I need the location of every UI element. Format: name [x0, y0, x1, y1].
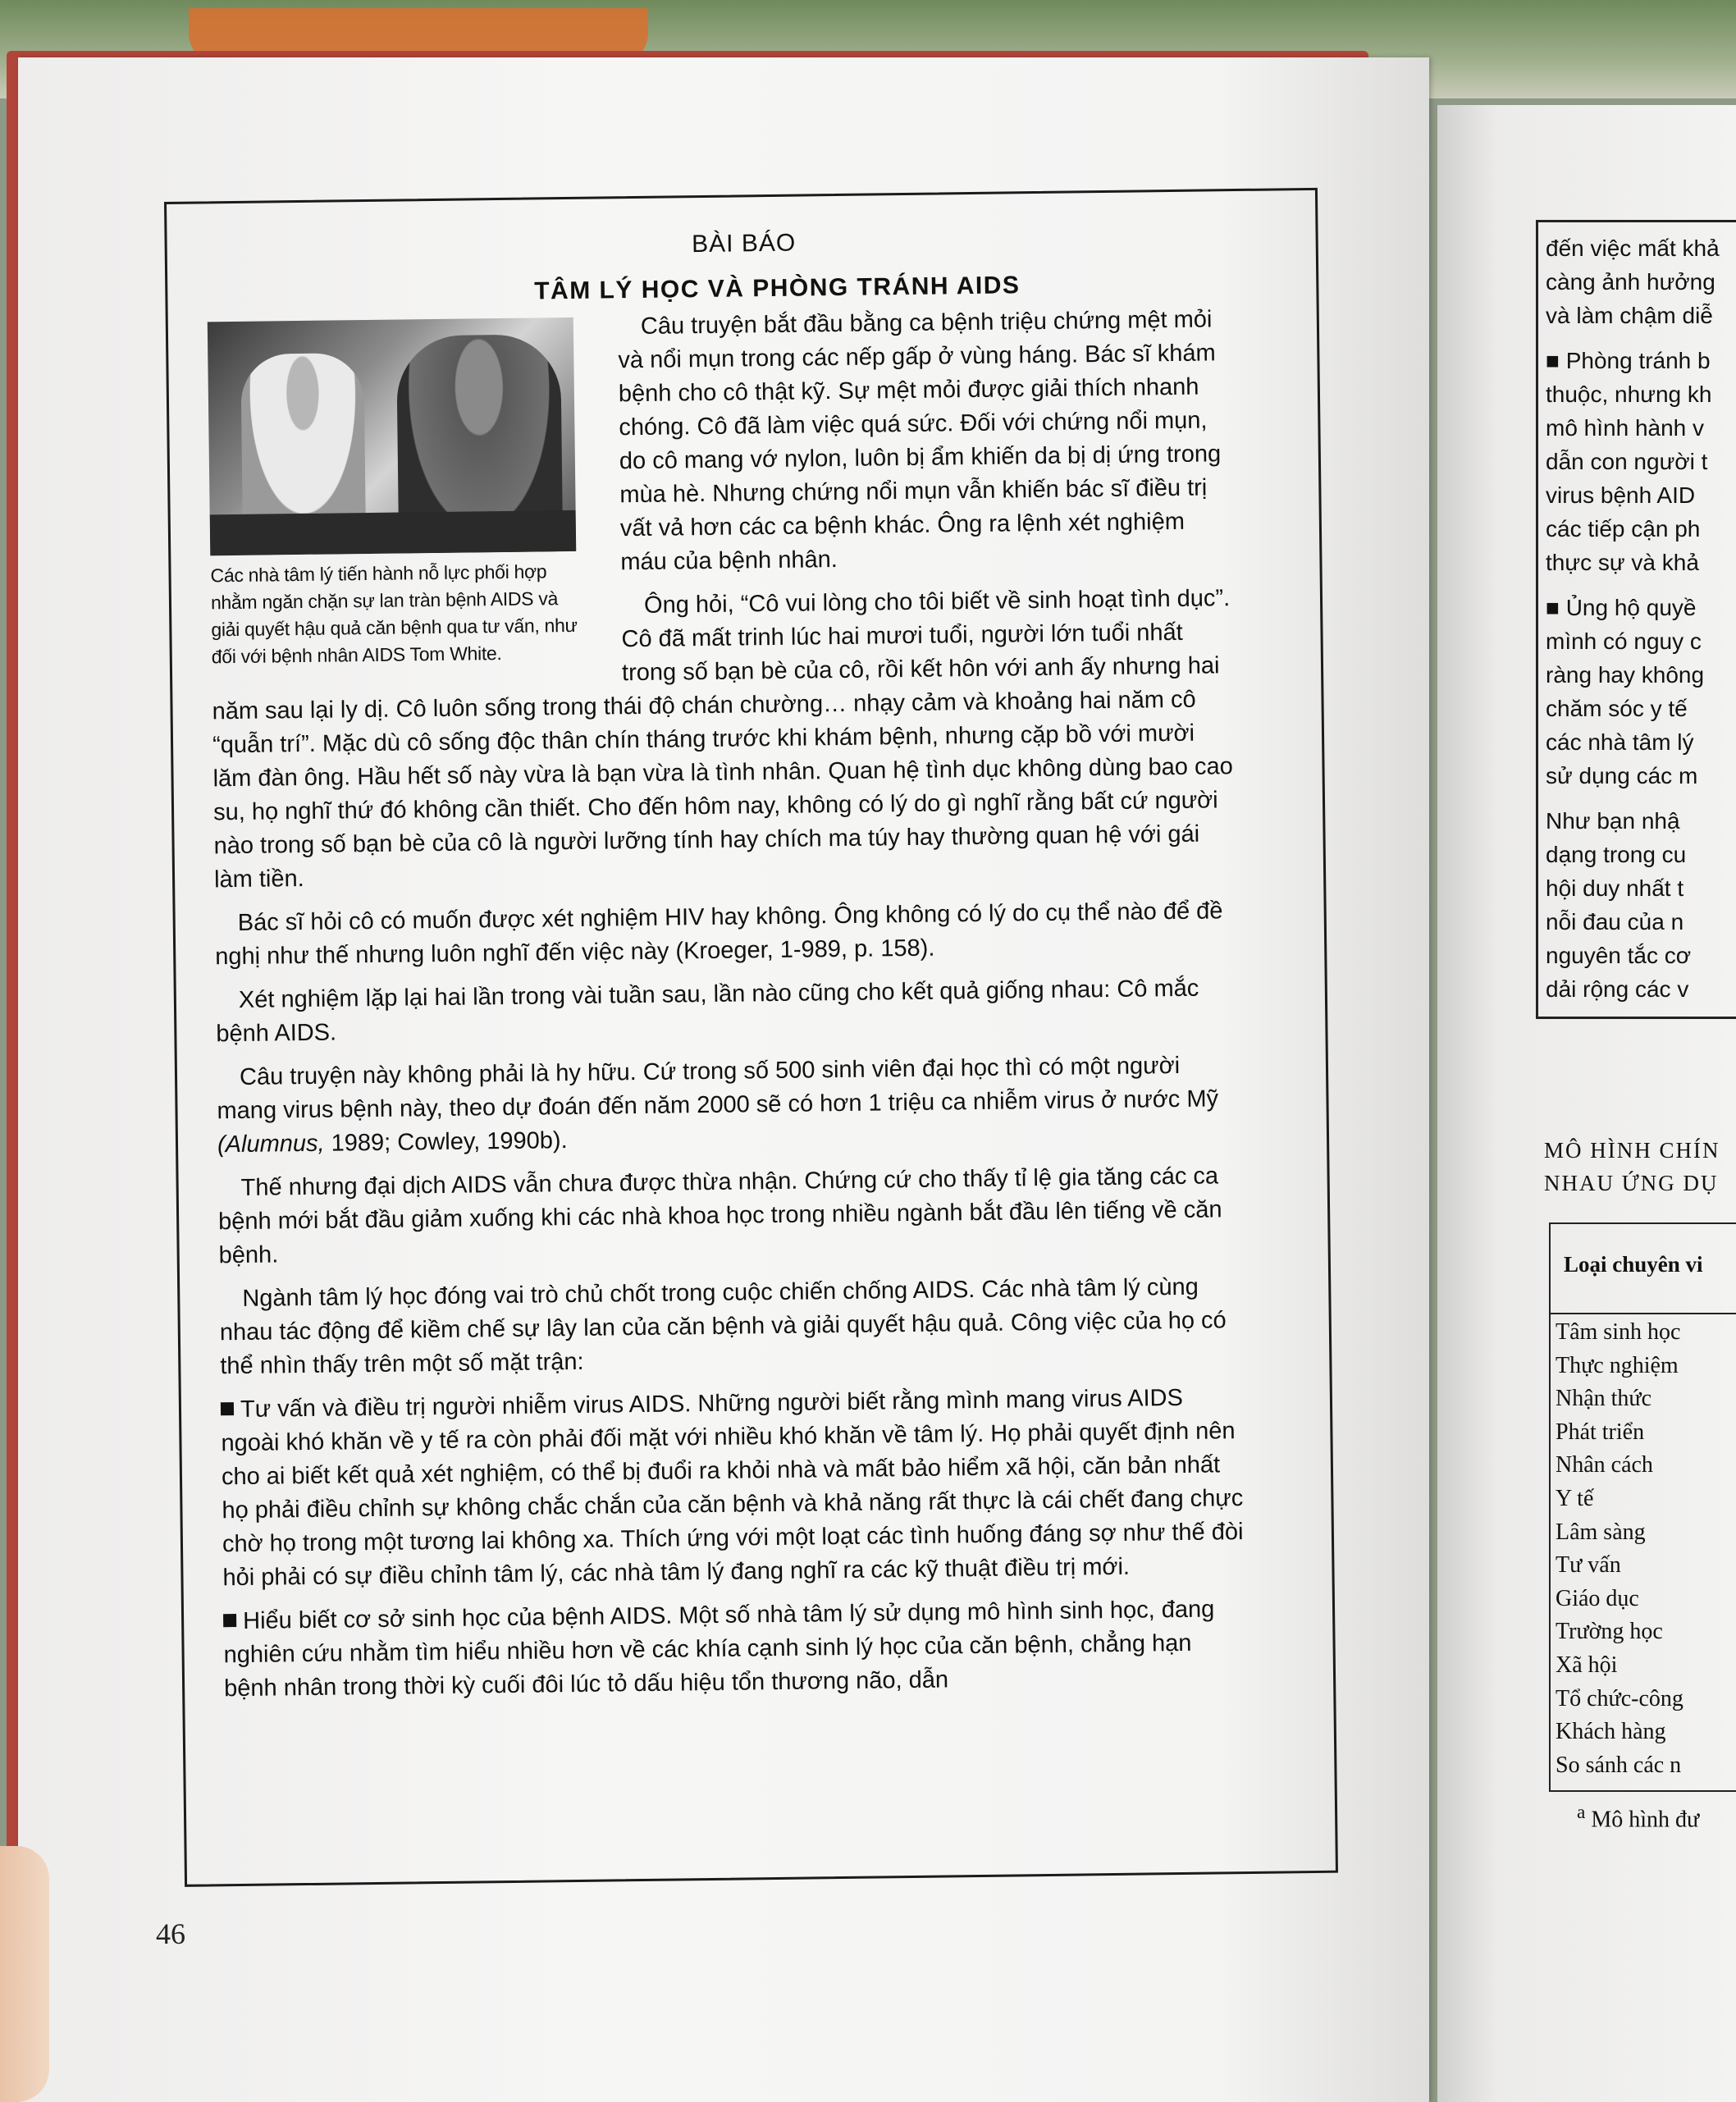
page-number: 46: [156, 1917, 185, 1950]
photo-caption: Các nhà tâm lý tiến hành nỗ lực phối hợp nhằm ngăn chặn sự lan tràn bệnh AIDS và giải quyết hậu quả căn bệnh qua tư vấn, như đối với bệnh nhân AIDS Tom White.: [210, 560, 578, 668]
table-row: Giáo dục: [1556, 1585, 1639, 1611]
table-row: Tổ chức-công: [1556, 1685, 1683, 1711]
bullet-item: [221, 1381, 1249, 1595]
article-paragraph: Ông hỏi, “Cô vui lòng cho tôi biết về sinh hoạt tình dục”. Cô đã mất trinh lúc hai mươi tuổi, người lớn tuổi nhất trong số bạn bè của cô, rồi kết hôn với anh ấy nhưng hai năm sau lại ly dị. Cô luôn sống trong thái độ chán chường… nhạy cảm và khoảng hai năm cô “quẫn trí”. Mặc dù cô sống độc thân chín tháng trước khi khám bệnh, nhưng cặp bồ với mười lăm đàn ông. Hầu hết số này vừa là bạn vừa là tình nhân. Quan hệ tình dục không dùng bao cao su, họ nghĩ thứ đó không cần thiết. Cho đến hôm nay, không có lý do gì nghĩ rằng bất cứ người nào trong số bạn bè của cô là người lưỡng tính hay chích ma túy hay thường quan hệ với gái làm tiền.: [212, 585, 1233, 893]
right-line: thuộc, nhưng kh: [1546, 382, 1712, 407]
right-line: nỗi đau của n: [1546, 909, 1684, 934]
right-heading-line: NHAU ỨNG DỤ: [1544, 1171, 1719, 1195]
right-line: càng ảnh hưởng: [1546, 269, 1715, 295]
citation-italic: (Alumnus,: [217, 1130, 325, 1158]
right-heading-line: MÔ HÌNH CHÍN: [1544, 1138, 1720, 1163]
bullet-text: Hiểu biết cơ sở sinh học của bệnh AIDS. Một số nhà tâm lý sử dụng mô hình sinh học, đang nghiên cứu nhằm tìm hiểu nhiều hơn về các khía cạnh sinh lý học của căn bệnh, chẳng hạn bệnh nhân trong thời kỳ cuối đôi lúc tỏ dấu hiệu tổn thương não, dẫn: [223, 1596, 1215, 1702]
table-row: Lâm sàng: [1556, 1519, 1646, 1545]
right-line-gap: [1546, 332, 1736, 344]
right-line: Như bạn nhậ: [1546, 808, 1680, 834]
article-box: [164, 188, 1338, 1887]
table-row: Phát triển: [1556, 1419, 1645, 1445]
photo-person-left: [240, 353, 366, 535]
paragraph-text: Câu truyện này không phải là hy hữu. Cứ trong số 500 sinh viên đại học thì có một người mang virus bệnh này, theo dự đoán đến năm 2000 sẽ có hơn 1 triệu ca nhiễm virus ở nước Mỹ: [217, 1052, 1219, 1125]
bullet-square-icon: [223, 1614, 236, 1627]
right-table-header: Loại chuyên vi: [1564, 1252, 1703, 1277]
right-line: các nhà tâm lý: [1546, 729, 1694, 755]
right-line: đến việc mất khả: [1546, 235, 1720, 261]
right-line: ràng hay không: [1546, 662, 1705, 688]
article-paragraph: Xét nghiệm lặp lại hai lần trong vài tuần sau, lần nào cũng cho kết quả giống nhau: Cô mắc bệnh AIDS.: [216, 975, 1199, 1048]
right-table-rows: [1556, 1316, 1736, 1782]
right-line: dải rộng các v: [1546, 976, 1689, 1002]
table-row: Xã hội: [1556, 1652, 1618, 1678]
right-line: mình có nguy c: [1546, 628, 1702, 654]
right-line: dẫn con người t: [1546, 449, 1708, 474]
right-line: hội duy nhất t: [1546, 875, 1684, 901]
article-paragraph: Bác sĩ hỏi cô có muốn được xét nghiệm HIV hay không. Ông không có lý do cụ thể nào để đề nghị như thế nhưng luôn nghĩ đến việc này (Kroeger, 1-989, p. 158).: [215, 898, 1223, 971]
table-row: Y tế: [1556, 1485, 1594, 1511]
footnote-marker: a: [1577, 1802, 1586, 1823]
table-row: Thực nghiệm: [1556, 1352, 1679, 1378]
right-line: các tiếp cận ph: [1546, 516, 1701, 541]
article-paragraph: [217, 1049, 1243, 1162]
right-line: dạng trong cu: [1546, 842, 1687, 867]
table-row: Tư vấn: [1556, 1552, 1621, 1579]
article-paragraph: Ngành tâm lý học đóng vai trò chủ chốt trong cuộc chiến chống AIDS. Các nhà tâm lý cùng nhau tác động để kiềm chế sự lây lan của căn bệnh và giải quyết hậu quả. Công việc của họ có thể nhìn thấy trên một số mặt trận:: [219, 1273, 1227, 1380]
table-row: Trường học: [1556, 1619, 1663, 1645]
right-line: sử dụng các m: [1546, 763, 1698, 788]
bullet-square-icon: [221, 1402, 234, 1415]
article-photo: [208, 318, 576, 555]
right-line: virus bệnh AID: [1546, 482, 1696, 508]
bullet-text: Tư vấn và điều trị người nhiễm virus AIDS. Những người biết rằng mình mang virus AIDS ngoài khó khăn về y tế ra còn phải đối mặt với nhiều khó khăn về tâm lý. Họ phải quyết định nên cho ai biết kết quả xét nghiệm, có thể bị đuổi ra khỏi nhà và mất bảo hiểm xã hội, căn bản nhất họ phải điều chỉnh sự không chắc chắn của căn bệnh và khả năng rất thực là cái chết đang chực chờ họ trong một tương lai không xa. Thích ứng với một loạt các tình huống đáng sợ như thế đòi hỏi phải có sự điều chỉnh tâm lý, các nhà tâm lý đang nghĩ ra các kỹ thuật điều trị mới.: [221, 1384, 1244, 1592]
table-row: So sánh các n: [1556, 1752, 1682, 1778]
right-table-rule: [1549, 1313, 1736, 1314]
right-line: chăm sóc y tế: [1546, 696, 1688, 721]
right-line: ■ Ủng hộ quyề: [1546, 595, 1697, 620]
right-section-heading: [1544, 1134, 1736, 1200]
right-line-gap: [1546, 579, 1736, 591]
right-line: nguyên tắc cơ: [1546, 943, 1692, 968]
bullet-item: [223, 1592, 1249, 1706]
table-row: Tâm sinh học: [1556, 1319, 1681, 1345]
article-paragraph: Câu truyện bắt đầu bằng ca bệnh triệu chứng mệt mỏi và nổi mụn trong các nếp gấp ở vùng háng. Bác sĩ khám bệnh cho cô thật kỹ. Sự mệt mỏi được giải thích nhanh chóng. Cô đã làm việc quá sức. Đối với chứng nổi mụn, do cô mang vớ nylon, luôn bị ẩm khiến da bị dị ứng trong mùa hè. Nhưng chứng nổi mụn vẫn khiến bác sĩ điều trị vất vả hơn các ca bệnh khác. Ông ra lệnh xét nghiệm máu của bệnh nhân.: [618, 306, 1222, 576]
table-row: Nhận thức: [1556, 1386, 1652, 1412]
photo-block: [208, 318, 581, 670]
hand: [0, 1846, 49, 2102]
article-headline: TÂM LÝ HỌC VÀ PHÒNG TRÁNH AIDS: [534, 272, 1021, 305]
table-row: Khách hàng: [1556, 1719, 1666, 1745]
right-line: ■ Phòng tránh b: [1546, 348, 1711, 373]
right-line: và làm chậm diễ: [1546, 303, 1713, 328]
article-kicker: BÀI BÁO: [691, 229, 797, 258]
right-line-gap: [1546, 793, 1736, 804]
article-content: [206, 221, 1251, 1849]
right-line: mô hình hành v: [1546, 415, 1705, 441]
article-paragraph: Thế nhưng đại dịch AIDS vẫn chưa được thừa nhận. Chứng cứ cho thấy tỉ lệ gia tăng các ca bệnh mới bắt đầu giảm xuống khi các nhà khoa học trong nhiều ngành bắt đầu lên tiếng về căn bệnh.: [217, 1163, 1222, 1269]
right-article-lines: [1546, 231, 1736, 1006]
right-footnote: [1577, 1802, 1736, 1833]
footnote-text: Mô hình đư: [1591, 1807, 1700, 1833]
right-line: thực sự và khả: [1546, 550, 1699, 575]
table-row: Nhân cách: [1556, 1452, 1653, 1478]
photo-table: [210, 510, 577, 555]
paragraph-text: 1989; Cowley, 1990b).: [324, 1127, 568, 1157]
